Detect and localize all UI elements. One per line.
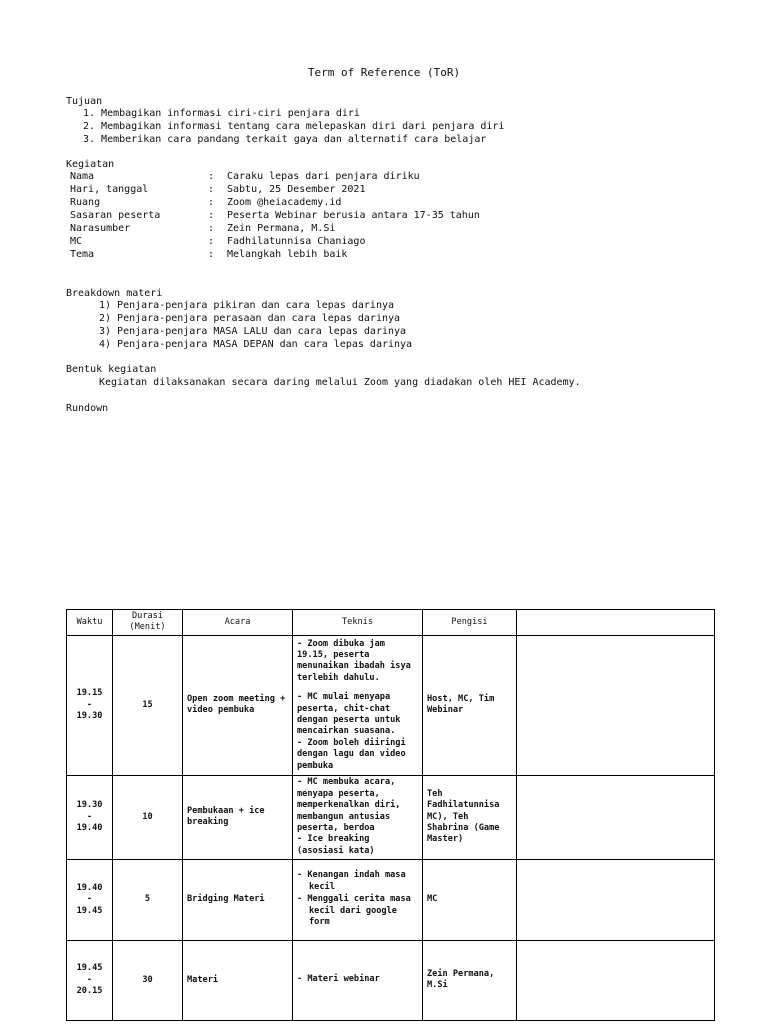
cell-pengisi: Teh Fadhilatunnisa MC), Teh Shabrina (Game Master) (423, 775, 517, 859)
tujuan-item: 2. Membagikan informasi tentang cara melepaskan diri dari penjara diri (83, 121, 505, 132)
teknis-line: - Zoom boleh diiringi dengan lagu dan video pembuka (297, 737, 406, 771)
cell-extra (517, 635, 715, 775)
cell-extra (517, 940, 715, 1020)
kegiatan-colon: : (208, 249, 215, 260)
teknis-line: - Menggali cerita masa kecil dari google form (297, 894, 411, 927)
waktu-dash: - (86, 811, 93, 822)
table-row (67, 635, 715, 775)
tujuan-item: 1. Membagikan informasi ciri-ciri penjara diri (83, 108, 360, 119)
cell-teknis (293, 859, 423, 940)
cell-acara: Pembukaan + ice breaking (183, 775, 293, 859)
cell-acara: Materi (183, 940, 293, 1020)
breakdown-item: 1) Penjara-penjara pikiran dan cara lepas darinya (99, 300, 395, 311)
kegiatan-key: Hari, tanggal (70, 184, 149, 195)
bentuk-text: Kegiatan dilaksanakan secara daring melalui Zoom yang diadakan oleh HEI Academy. (99, 377, 581, 388)
header-waktu: Waktu (67, 610, 113, 636)
kegiatan-key: Narasumber (70, 223, 131, 234)
cell-pengisi: Zein Permana, M.Si (423, 940, 517, 1020)
breakdown-heading: Breakdown materi (66, 288, 163, 299)
table-row (67, 859, 715, 940)
cell-acara: Bridging Materi (183, 859, 293, 940)
waktu-end: 19.30 (76, 711, 103, 722)
waktu-dash: - (86, 699, 93, 710)
cell-waktu (67, 859, 113, 940)
header-durasi: Durasi (Menit) (113, 610, 183, 636)
cell-durasi: 15 (113, 635, 183, 775)
breakdown-item: 2) Penjara-penjara perasaan dan cara lepas darinya (99, 313, 401, 324)
teknis-line: - Ice breaking (asosiasi kata) (297, 834, 375, 856)
kegiatan-value: Melangkah lebih baik (227, 249, 348, 260)
cell-pengisi: Host, MC, Tim Webinar (423, 635, 517, 775)
header-acara: Acara (183, 610, 293, 636)
cell-acara: Open zoom meeting + video pembuka (183, 635, 293, 775)
kegiatan-colon: : (208, 197, 215, 208)
header-empty (517, 610, 715, 636)
kegiatan-key: Ruang (70, 197, 101, 208)
table-row (67, 940, 715, 1020)
teknis-line: - Kenangan indah masa kecil (297, 870, 406, 892)
waktu-start: 19.30 (76, 800, 103, 811)
teknis-list (297, 870, 418, 928)
waktu-start: 19.40 (76, 882, 103, 893)
teknis-line: - MC membuka acara, menyapa peserta, memperkenalkan diri, membangun antusias peserta, berdoa (297, 777, 401, 834)
kegiatan-value: Zoom @heiacademy.id (227, 197, 342, 208)
kegiatan-colon: : (208, 184, 215, 195)
rundown-table (66, 609, 715, 1021)
tujuan-heading: Tujuan (66, 96, 103, 107)
teknis-list (297, 974, 418, 985)
cell-durasi: 30 (113, 940, 183, 1020)
cell-teknis (293, 775, 423, 859)
kegiatan-value: Fadhilatunnisa Chaniago (227, 236, 366, 247)
tujuan-item: 3. Memberikan cara pandang terkait gaya dan alternatif cara belajar (83, 134, 487, 145)
kegiatan-colon: : (208, 210, 215, 221)
cell-durasi: 5 (113, 859, 183, 940)
teknis-line: - MC mulai menyapa peserta, chit-chat dengan peserta untuk mencairkan suasana. (297, 692, 401, 737)
kegiatan-value: Caraku lepas dari penjara diriku (227, 171, 420, 182)
header-pengisi: Pengisi (423, 610, 517, 636)
bentuk-heading: Bentuk kegiatan (66, 364, 157, 375)
cell-extra (517, 859, 715, 940)
document-title: Term of Reference (ToR) (307, 66, 461, 79)
kegiatan-colon: : (208, 223, 215, 234)
rundown-heading: Rundown (66, 403, 109, 414)
table-header-row (67, 610, 715, 636)
teknis-line: - Zoom dibuka jam 19.15, peserta menunaikan ibadah isya terlebih dahulu. (297, 638, 411, 683)
waktu-end: 19.45 (76, 905, 103, 916)
kegiatan-colon: : (208, 171, 215, 182)
breakdown-item: 3) Penjara-penjara MASA LALU dan cara lepas darinya (99, 326, 407, 337)
kegiatan-heading: Kegiatan (66, 159, 115, 170)
waktu-dash: - (86, 894, 93, 905)
kegiatan-key: Tema (70, 249, 95, 260)
kegiatan-key: Sasaran peserta (70, 210, 161, 221)
cell-teknis (293, 940, 423, 1020)
kegiatan-value: Zein Permana, M.Si (227, 223, 336, 234)
table-row (67, 775, 715, 859)
kegiatan-value: Peserta Webinar berusia antara 17-35 tahun (227, 210, 480, 221)
cell-teknis (293, 635, 423, 775)
kegiatan-key: MC (70, 236, 83, 247)
teknis-line: - Materi webinar (297, 974, 380, 985)
cell-waktu (67, 635, 113, 775)
kegiatan-colon: : (208, 236, 215, 247)
cell-waktu (67, 940, 113, 1020)
waktu-end: 19.40 (76, 823, 103, 834)
header-teknis: Teknis (293, 610, 423, 636)
cell-extra (517, 775, 715, 859)
breakdown-item: 4) Penjara-penjara MASA DEPAN dan cara lepas darinya (99, 339, 413, 350)
cell-durasi: 10 (113, 775, 183, 859)
kegiatan-key: Nama (70, 171, 95, 182)
cell-waktu (67, 775, 113, 859)
cell-pengisi: MC (423, 859, 517, 940)
kegiatan-value: Sabtu, 25 Desember 2021 (227, 184, 366, 195)
waktu-dash: - (86, 974, 93, 985)
waktu-end: 20.15 (76, 986, 103, 997)
waktu-start: 19.45 (76, 963, 103, 974)
waktu-start: 19.15 (76, 688, 103, 699)
